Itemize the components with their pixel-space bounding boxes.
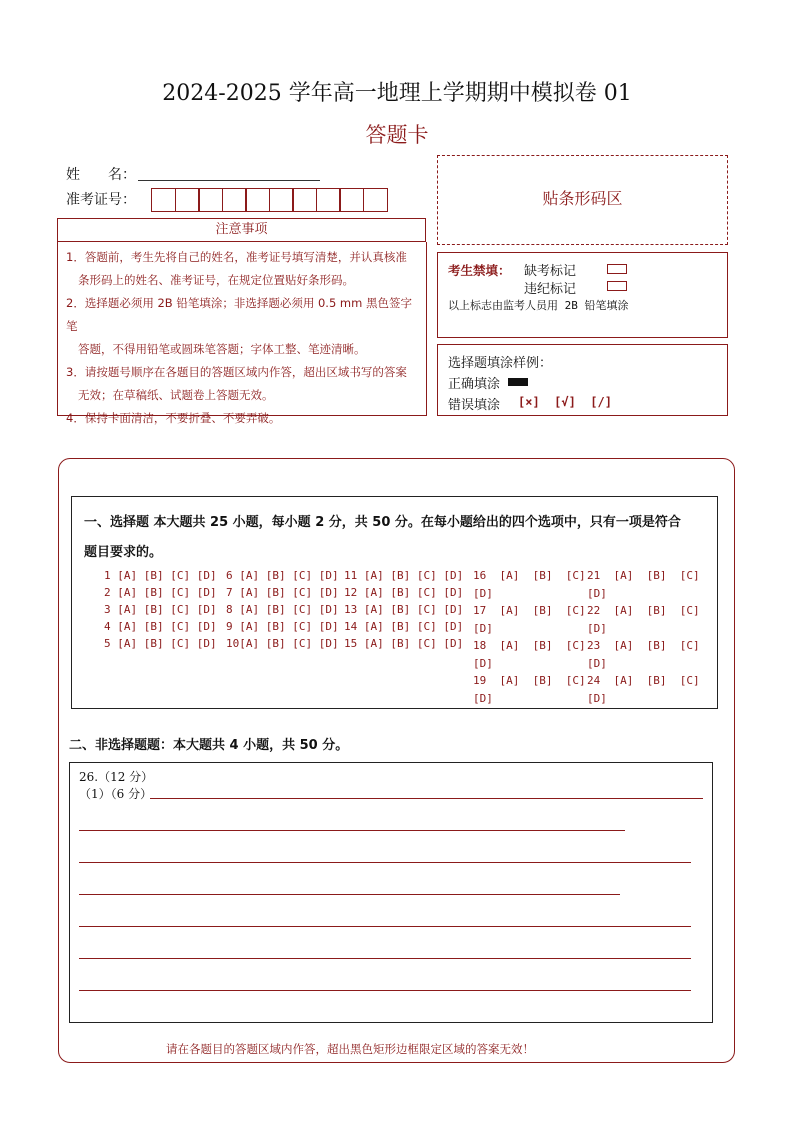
- answer-line[interactable]: [79, 958, 691, 959]
- section1-title-cont: 题目要求的。: [84, 545, 163, 560]
- id-digit-box[interactable]: [316, 188, 341, 212]
- notice-line: 条形码上的姓名、准考证号，在规定位置贴好条形码。: [78, 273, 354, 287]
- page-subtitle: 答题卡: [365, 123, 429, 147]
- essay-answer-box[interactable]: [69, 762, 713, 1023]
- examiner-only-box: [437, 252, 728, 338]
- notice-heading: 注意事项: [57, 218, 426, 242]
- choice-option-row[interactable]: 4 [A] [B] [C] [D]: [104, 620, 217, 633]
- choice-option-row[interactable]: 22 [A] [B] [C]: [587, 604, 700, 617]
- choice-option-row[interactable]: 2 [A] [B] [C] [D]: [104, 586, 217, 599]
- choice-option-row[interactable]: 6 [A] [B] [C] [D]: [226, 569, 339, 582]
- section1-title: 一、选择题 本大题共 25 小题，每小题 2 分，共 50 分。在每小题给出的四个选项中，只有一项是符合: [84, 515, 681, 530]
- answer-line[interactable]: [150, 798, 703, 799]
- choice-option-row[interactable]: 21 [A] [B] [C]: [587, 569, 700, 582]
- absent-label: 缺考标记: [524, 264, 577, 279]
- page-title: 2024-2025 学年高一地理上学期期中模拟卷 01: [162, 81, 632, 106]
- correct-fill-mark: [508, 378, 528, 386]
- choice-option-row[interactable]: [D]: [587, 691, 607, 705]
- id-digit-box[interactable]: [269, 188, 294, 212]
- q26-label: 26.（12 分）: [79, 770, 154, 784]
- name-label: 姓 名：: [66, 167, 136, 183]
- section2-title: 二、非选择题题：本大题共 4 小题，共 50 分。: [69, 738, 349, 753]
- violation-mark-box[interactable]: [607, 281, 627, 291]
- answer-line[interactable]: [79, 862, 691, 863]
- choice-option-row[interactable]: 3 [A] [B] [C] [D]: [104, 603, 217, 616]
- footer-warning: 请在各题目的答题区域内作答，超出黑色矩形边框限定区域的答案无效！: [166, 1042, 534, 1056]
- choice-option-row[interactable]: 12 [A] [B] [C] [D]: [344, 586, 464, 599]
- choice-option-row[interactable]: 1 [A] [B] [C] [D]: [104, 569, 217, 582]
- id-digit-box[interactable]: [175, 188, 200, 212]
- choice-option-row[interactable]: [D]: [473, 656, 493, 670]
- absent-mark-box[interactable]: [607, 264, 627, 274]
- choice-option-row[interactable]: 9 [A] [B] [C] [D]: [226, 620, 339, 633]
- choice-option-row[interactable]: 8 [A] [B] [C] [D]: [226, 603, 339, 616]
- answer-line[interactable]: [79, 894, 620, 895]
- exam-id-boxes[interactable]: [151, 188, 386, 212]
- id-digit-box[interactable]: [339, 188, 364, 212]
- choice-option-row[interactable]: 24 [A] [B] [C]: [587, 674, 700, 687]
- choice-option-row[interactable]: 18 [A] [B] [C]: [473, 639, 586, 652]
- notice-line: 答题，不得用铅笔或圆珠笔答题；字体工整、笔迹清晰。: [78, 342, 366, 356]
- multiple-choice-section: [71, 496, 718, 709]
- answer-line[interactable]: [79, 990, 691, 991]
- choice-option-row[interactable]: 17 [A] [B] [C]: [473, 604, 586, 617]
- choice-option-row[interactable]: 5 [A] [B] [C] [D]: [104, 637, 217, 650]
- choice-option-row[interactable]: 11 [A] [B] [C] [D]: [344, 569, 464, 582]
- id-digit-box[interactable]: [292, 188, 317, 212]
- correct-label: 正确填涂: [448, 377, 501, 392]
- fill-sample-box: [437, 344, 728, 416]
- choice-option-row[interactable]: 14 [A] [B] [C] [D]: [344, 620, 464, 633]
- name-field[interactable]: [138, 180, 320, 181]
- id-digit-box[interactable]: [245, 188, 270, 212]
- wrong-fill-marks: [×] [√] [/]: [518, 395, 612, 409]
- id-label: 准考证号：: [66, 192, 136, 208]
- choice-option-row[interactable]: 16 [A] [B] [C]: [473, 569, 586, 582]
- choice-option-row[interactable]: 23 [A] [B] [C]: [587, 639, 700, 652]
- answer-line[interactable]: [79, 830, 625, 831]
- sample-title: 选择题填涂样例：: [448, 356, 553, 371]
- choice-option-row[interactable]: [D]: [587, 586, 607, 600]
- notice-line: 3．请按题号顺序在各题目的答题区域内作答，超出区域书写的答案: [66, 365, 407, 379]
- answer-line[interactable]: [79, 926, 691, 927]
- forbidden-label: 考生禁填：: [448, 263, 511, 278]
- barcode-area: 贴条形码区: [437, 155, 728, 245]
- wrong-label: 错误填涂: [448, 398, 501, 413]
- forbidden-note: 以上标志由监考人员用 2B 铅笔填涂: [448, 299, 629, 312]
- choice-option-row[interactable]: [D]: [587, 656, 607, 670]
- choice-option-row[interactable]: 7 [A] [B] [C] [D]: [226, 586, 339, 599]
- choice-option-row[interactable]: [D]: [473, 621, 493, 635]
- notice-line: 2．选择题必须用 2B 铅笔填涂；非选择题必须用 0.5 mm 黑色签字笔: [66, 296, 412, 333]
- violation-label: 违纪标记: [524, 282, 577, 297]
- choice-option-row[interactable]: [D]: [473, 691, 493, 705]
- choice-option-row[interactable]: [D]: [473, 586, 493, 600]
- notice-line: 1．答题前，考生先将自己的姓名，准考证号填写清楚，并认真核准: [66, 250, 407, 264]
- choice-option-row[interactable]: 10[A] [B] [C] [D]: [226, 637, 339, 650]
- notice-line: 无效；在草稿纸、试题卷上答题无效。: [78, 388, 274, 402]
- q26-part1-label: （1）（6 分）: [79, 787, 153, 801]
- id-digit-box[interactable]: [363, 188, 388, 212]
- choice-option-row[interactable]: 13 [A] [B] [C] [D]: [344, 603, 464, 616]
- choice-option-row[interactable]: [D]: [587, 621, 607, 635]
- choice-option-row[interactable]: 15 [A] [B] [C] [D]: [344, 637, 464, 650]
- id-digit-box[interactable]: [222, 188, 247, 212]
- id-digit-box[interactable]: [151, 188, 176, 212]
- notice-body: [57, 242, 427, 425]
- id-digit-box[interactable]: [198, 188, 223, 212]
- notice-line: 4．保持卡面清洁，不要折叠、不要弄破。: [66, 411, 281, 425]
- choice-option-row[interactable]: 19 [A] [B] [C]: [473, 674, 586, 687]
